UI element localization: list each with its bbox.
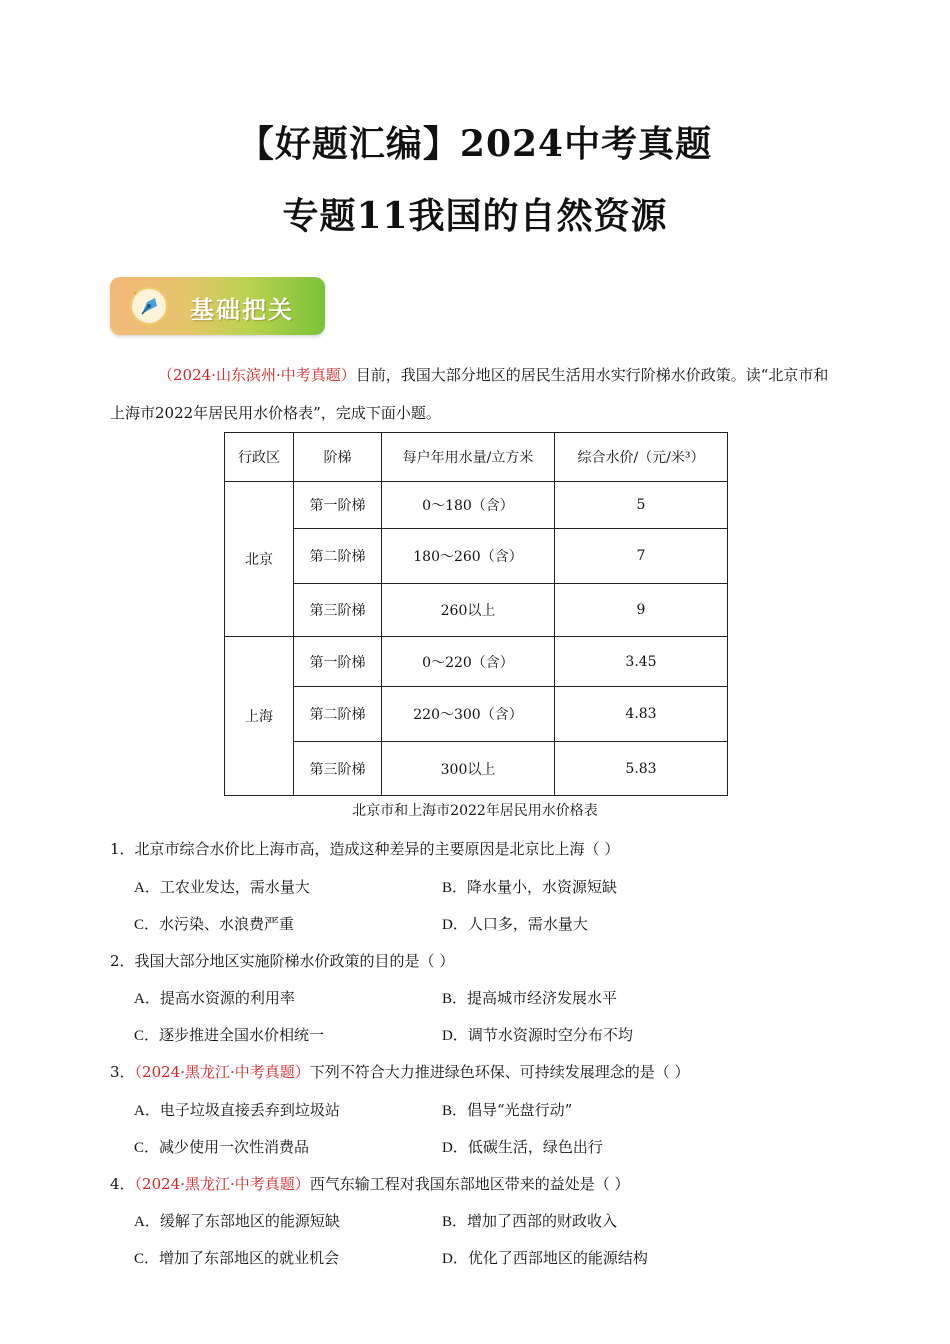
option-1a[interactable]: A．工农业发达，需水量大 [134, 878, 310, 896]
price-cell: 7 [555, 529, 728, 584]
question-stem: 西气东输工程对我国东部地区带来的益处是（ ） [309, 1175, 630, 1193]
option-2c[interactable]: C．逐步推进全国水价相统一 [134, 1026, 325, 1044]
question-stem: 北京市综合水价比上海市高，造成这种差异的主要原因是北京比上海（ ） [134, 840, 620, 858]
question-source: （2024·黑龙江·中考真题） [134, 1175, 310, 1193]
intro-text: 目前，我国大部分地区的居民生活用水实行阶梯水价政策。读“北京市和上海市2022年居民用水价格表”，完成下面小题。 [110, 366, 829, 422]
tier-cell: 第一阶梯 [294, 482, 382, 529]
option-1c[interactable]: C．水污染、水浪费严重 [134, 915, 295, 933]
option-1b[interactable]: B．降水量小，水资源短缺 [442, 878, 618, 896]
question-4 [110, 1173, 630, 1194]
option-1d[interactable]: D．人口多，需水量大 [442, 915, 588, 933]
option-2a[interactable]: A．提高水资源的利用率 [134, 989, 295, 1007]
section-badge [110, 277, 325, 335]
table-row [225, 529, 728, 584]
table-header-cell: 每户年用水量/立方米 [382, 433, 555, 482]
tier-cell: 第三阶梯 [294, 742, 382, 796]
table-row [225, 584, 728, 637]
option-2b[interactable]: B．提高城市经济发展水平 [442, 989, 618, 1007]
pen-nib-icon [128, 285, 170, 327]
question-stem: 下列不符合大力推进绿色环保、可持续发展理念的是（ ） [309, 1063, 690, 1081]
volume-cell: 0～220（含） [382, 637, 555, 687]
volume-cell: 300以上 [382, 742, 555, 796]
question-number: 4． [110, 1175, 135, 1193]
volume-cell: 0～180（含） [382, 482, 555, 529]
question-1 [110, 838, 619, 859]
table-row [225, 687, 728, 742]
intro-source: （2024·山东滨州·中考真题） [158, 366, 356, 384]
region-cell: 北京 [225, 482, 294, 637]
table-row [225, 482, 728, 529]
option-4b[interactable]: B．增加了西部的财政收入 [442, 1212, 618, 1230]
page-title: 【好题汇编】2024中考真题 [237, 123, 713, 165]
tier-cell: 第三阶梯 [294, 584, 382, 637]
table-caption: 北京市和上海市2022年居民用水价格表 [352, 803, 598, 819]
question-2 [110, 950, 454, 971]
price-cell: 5.83 [555, 742, 728, 796]
section-badge-label: 基础把关 [190, 296, 294, 324]
tier-cell: 第一阶梯 [294, 637, 382, 687]
option-4d[interactable]: D．优化了西部地区的能源结构 [442, 1249, 648, 1267]
table-header-cell: 行政区 [225, 433, 294, 482]
tier-cell: 第二阶梯 [294, 687, 382, 742]
question-number: 2． [110, 952, 135, 970]
volume-cell: 260以上 [382, 584, 555, 637]
option-3a[interactable]: A．电子垃圾直接丢弃到垃圾站 [134, 1101, 340, 1119]
question-number: 1． [110, 840, 135, 858]
option-3d[interactable]: D．低碳生活，绿色出行 [442, 1138, 603, 1156]
option-3b[interactable]: B．倡导“光盘行动” [442, 1101, 573, 1119]
option-4a[interactable]: A．缓解了东部地区的能源短缺 [134, 1212, 340, 1230]
table-row [225, 742, 728, 796]
question-source: （2024·黑龙江·中考真题） [134, 1063, 310, 1081]
option-4c[interactable]: C．增加了东部地区的就业机会 [134, 1249, 340, 1267]
intro-paragraph [110, 356, 840, 432]
volume-cell: 220～300（含） [382, 687, 555, 742]
table-header-cell: 综合水价/（元/米³） [555, 433, 728, 482]
volume-cell: 180～260（含） [382, 529, 555, 584]
option-3c[interactable]: C．减少使用一次性消费品 [134, 1138, 310, 1156]
price-cell: 9 [555, 584, 728, 637]
price-cell: 5 [555, 482, 728, 529]
price-cell: 3.45 [555, 637, 728, 687]
question-number: 3． [110, 1063, 135, 1081]
tier-cell: 第二阶梯 [294, 529, 382, 584]
region-cell: 上海 [225, 637, 294, 796]
question-stem: 我国大部分地区实施阶梯水价政策的目的是（ ） [134, 952, 455, 970]
question-3 [110, 1061, 690, 1082]
price-cell: 4.83 [555, 687, 728, 742]
table-row [225, 637, 728, 687]
option-2d[interactable]: D．调节水资源时空分布不均 [442, 1026, 633, 1044]
table-header-cell: 阶梯 [294, 433, 382, 482]
water-price-table [224, 432, 728, 796]
page-subtitle: 专题11我国的自然资源 [282, 195, 668, 237]
table-header-row [225, 433, 728, 482]
